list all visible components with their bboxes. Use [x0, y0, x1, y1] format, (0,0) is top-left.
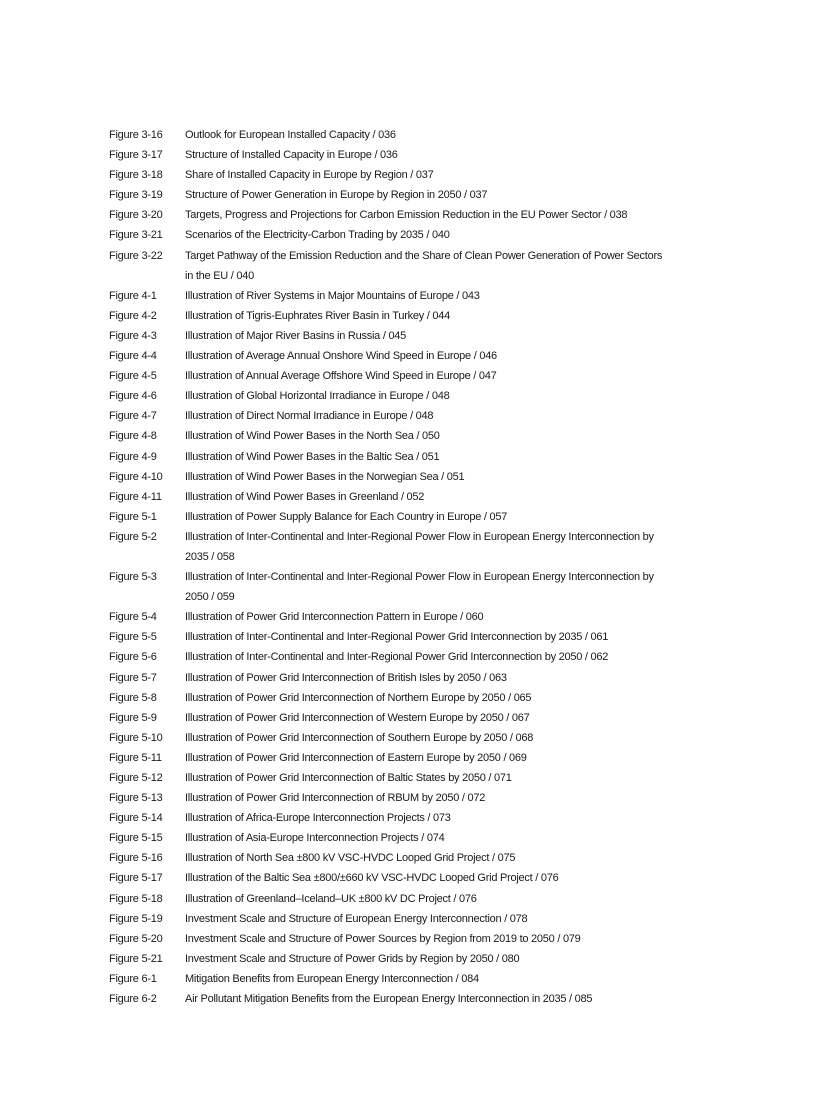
figure-title	[185, 708, 729, 728]
figure-title	[185, 949, 729, 969]
figure-title	[185, 668, 729, 688]
figure-title-line: Illustration of Inter-Continental and Inter-Regional Power Flow in European Energy Interconnection by	[185, 530, 654, 543]
figure-label: Figure 6-2	[109, 993, 157, 1006]
figure-title	[185, 607, 729, 627]
figure-label: Figure 5-2	[109, 530, 157, 543]
figure-title-line: Structure of Installed Capacity in Europe / 036	[185, 149, 398, 162]
figure-title	[185, 868, 729, 888]
figure-entry	[109, 165, 729, 185]
figure-title	[185, 627, 729, 647]
figure-title-line: Illustration of Power Grid Interconnection of Northern Europe by 2050 / 065	[185, 691, 532, 704]
figure-title-line: Illustration of Direct Normal Irradiance in Europe / 048	[185, 410, 434, 423]
figure-title-line: Illustration of Wind Power Bases in the North Sea / 050	[185, 430, 440, 443]
figure-label: Figure 4-3	[109, 329, 157, 342]
figure-entry	[109, 788, 729, 808]
list-of-figures	[109, 125, 729, 1009]
figure-entry	[109, 185, 729, 205]
figure-title-line: Illustration of Inter-Continental and Inter-Regional Power Grid Interconnection by 2035 / 061	[185, 631, 609, 644]
figure-entry	[109, 205, 729, 225]
figure-title-line: Investment Scale and Structure of European Energy Interconnection / 078	[185, 912, 528, 925]
figure-label: Figure 5-1	[109, 510, 157, 523]
figure-title-line: Illustration of Greenland–Iceland–UK ±800 kV DC Project / 076	[185, 892, 477, 905]
figure-label: Figure 5-18	[109, 892, 163, 905]
figure-title	[185, 205, 729, 225]
figure-title-line: in the EU / 040	[185, 269, 255, 282]
figure-title	[185, 366, 729, 386]
figure-title	[185, 567, 729, 607]
figure-label: Figure 4-9	[109, 450, 157, 463]
figure-entry	[109, 286, 729, 306]
figure-label: Figure 4-4	[109, 350, 157, 363]
figure-entry	[109, 848, 729, 868]
figure-title-line: Scenarios of the Electricity-Carbon Trading by 2035 / 040	[185, 229, 450, 242]
figure-label: Figure 5-15	[109, 832, 163, 845]
figure-title	[185, 848, 729, 868]
figure-entry	[109, 346, 729, 366]
figure-label: Figure 5-19	[109, 912, 163, 925]
figure-title-line: Illustration of Tigris-Euphrates River Basin in Turkey / 044	[185, 309, 451, 322]
figure-title	[185, 125, 729, 145]
figure-entry	[109, 507, 729, 527]
figure-title-line: Illustration of Power Grid Interconnection of Baltic States by 2050 / 071	[185, 772, 512, 784]
figure-title	[185, 487, 729, 507]
figure-label: Figure 4-11	[109, 490, 162, 503]
figure-entry	[109, 447, 729, 467]
figure-label: Figure 6-1	[109, 972, 157, 985]
figure-title	[185, 688, 729, 708]
figure-title-line: Illustration of Power Grid Interconnection of RBUM by 2050 / 072	[185, 792, 486, 805]
figure-label: Figure 5-6	[109, 651, 157, 664]
figure-entry	[109, 708, 729, 728]
figure-title	[185, 728, 729, 748]
figure-entry	[109, 949, 729, 969]
figure-title	[185, 306, 729, 326]
figure-title-line: Illustration of Annual Average Offshore Wind Speed in Europe / 047	[185, 370, 497, 383]
figure-label: Figure 4-10	[109, 470, 163, 483]
figure-label: Figure 3-16	[109, 129, 163, 141]
figure-title	[185, 989, 729, 1009]
figure-entry	[109, 145, 729, 165]
figure-title-line: Illustration of North Sea ±800 kV VSC-HVDC Looped Grid Project / 075	[185, 852, 516, 865]
figure-entry	[109, 627, 729, 647]
figure-title	[185, 527, 729, 567]
figure-label: Figure 3-17	[109, 149, 163, 162]
figure-entry	[109, 386, 729, 406]
figure-label: Figure 5-13	[109, 792, 163, 805]
figure-label: Figure 5-14	[109, 812, 163, 825]
figure-label: Figure 3-21	[109, 229, 163, 242]
figure-entry	[109, 246, 729, 286]
figure-label: Figure 4-8	[109, 430, 157, 443]
figure-title	[185, 507, 729, 527]
figure-entry	[109, 366, 729, 386]
figure-label: Figure 5-8	[109, 691, 157, 704]
figure-label: Figure 3-22	[109, 249, 163, 262]
figure-label: Figure 4-5	[109, 370, 157, 383]
figure-title	[185, 225, 729, 245]
figure-entry	[109, 306, 729, 326]
figure-entry	[109, 225, 729, 245]
figure-title-line: Investment Scale and Structure of Power Sources by Region from 2019 to 2050 / 079	[185, 932, 581, 945]
figure-title-line: Illustration of Inter-Continental and Inter-Regional Power Flow in European Energy Interconnection by	[185, 571, 654, 584]
figure-label: Figure 5-7	[109, 671, 157, 684]
figure-entry	[109, 668, 729, 688]
figure-entry	[109, 527, 729, 567]
figure-title-line: Share of Installed Capacity in Europe by Region / 037	[185, 169, 434, 182]
figure-entry	[109, 889, 729, 909]
figure-title-line: Air Pollutant Mitigation Benefits from the European Energy Interconnection in 2035 / 085	[185, 993, 593, 1006]
figure-label: Figure 4-6	[109, 390, 157, 403]
figure-title	[185, 426, 729, 446]
figure-title-line: 2050 / 059	[185, 591, 235, 604]
figure-title-line: Illustration of Global Horizontal Irradiance in Europe / 048	[185, 390, 450, 403]
figure-title-line: Illustration of Power Grid Interconnection of British Isles by 2050 / 063	[185, 671, 507, 684]
figure-title	[185, 647, 729, 667]
figure-title-line: Mitigation Benefits from European Energy Interconnection / 084	[185, 972, 479, 985]
figure-entry	[109, 688, 729, 708]
figure-label: Figure 5-12	[109, 772, 163, 784]
figure-entry	[109, 467, 729, 487]
figure-title	[185, 889, 729, 909]
figure-title	[185, 406, 729, 426]
figure-title-line: Illustration of Power Grid Interconnection of Eastern Europe by 2050 / 069	[185, 751, 527, 764]
figure-label: Figure 3-18	[109, 169, 163, 182]
figure-entry	[109, 868, 729, 888]
figure-entry	[109, 969, 729, 989]
figure-label: Figure 5-16	[109, 852, 163, 865]
figure-label: Figure 5-10	[109, 731, 163, 744]
figure-title-line: Illustration of Wind Power Bases in the Norwegian Sea / 051	[185, 470, 465, 483]
figure-entry	[109, 607, 729, 627]
figure-title	[185, 447, 729, 467]
figure-entry	[109, 125, 729, 145]
figure-entry	[109, 728, 729, 748]
figure-title-line: Illustration of Asia-Europe Interconnection Projects / 074	[185, 832, 445, 845]
figure-entry	[109, 909, 729, 929]
figure-label: Figure 5-20	[109, 932, 163, 945]
figure-title-line: Illustration of Major River Basins in Russia / 045	[185, 329, 407, 342]
figure-title	[185, 969, 729, 989]
figure-label: Figure 5-11	[109, 751, 162, 764]
figure-entry	[109, 426, 729, 446]
figure-title-line: Illustration of Power Grid Interconnection Pattern in Europe / 060	[185, 611, 484, 624]
figure-entry	[109, 768, 729, 788]
figure-title-line: Illustration of Power Supply Balance for Each Country in Europe / 057	[185, 510, 508, 523]
figure-title	[185, 808, 729, 828]
figure-title	[185, 828, 729, 848]
figure-title-line: Illustration of Wind Power Bases in the Baltic Sea / 051	[185, 450, 440, 463]
figure-title	[185, 286, 729, 306]
figure-title	[185, 346, 729, 366]
figure-title-line: Illustration of Wind Power Bases in Greenland / 052	[185, 490, 425, 503]
figure-entry	[109, 828, 729, 848]
figure-label: Figure 3-19	[109, 189, 163, 202]
figure-title-line: Illustration of Power Grid Interconnection of Southern Europe by 2050 / 068	[185, 731, 534, 744]
figure-title-line: Illustration of Power Grid Interconnection of Western Europe by 2050 / 067	[185, 711, 530, 724]
figure-label: Figure 5-5	[109, 631, 157, 644]
figure-title-line: Illustration of River Systems in Major Mountains of Europe / 043	[185, 289, 480, 302]
figure-label: Figure 5-17	[109, 872, 163, 885]
figure-title	[185, 788, 729, 808]
figure-title	[185, 165, 729, 185]
figure-title	[185, 246, 729, 286]
figure-label: Figure 4-2	[109, 309, 157, 322]
figure-title	[185, 929, 729, 949]
figure-title-line: Structure of Power Generation in Europe by Region in 2050 / 037	[185, 189, 488, 202]
figure-title-line: Outlook for European Installed Capacity / 036	[185, 129, 396, 141]
figure-title-line: Illustration of Africa-Europe Interconnection Projects / 073	[185, 812, 451, 825]
figure-label: Figure 5-21	[109, 952, 163, 965]
figure-label: Figure 4-7	[109, 410, 157, 423]
figure-label: Figure 5-9	[109, 711, 157, 724]
figure-entry	[109, 929, 729, 949]
figure-title-line: 2035 / 058	[185, 550, 235, 563]
figure-entry	[109, 808, 729, 828]
figure-label: Figure 5-3	[109, 571, 157, 584]
figure-entry	[109, 748, 729, 768]
figure-title-line: Illustration of Inter-Continental and Inter-Regional Power Grid Interconnection by 2050 / 062	[185, 651, 609, 664]
figure-entry	[109, 647, 729, 667]
figure-title	[185, 909, 729, 929]
figure-entry	[109, 406, 729, 426]
figure-title	[185, 467, 729, 487]
figure-label: Figure 5-4	[109, 611, 157, 624]
figure-title-line: Targets, Progress and Projections for Carbon Emission Reduction in the EU Power Sector / 038	[185, 209, 628, 222]
figure-title-line: Illustration of Average Annual Onshore Wind Speed in Europe / 046	[185, 350, 497, 363]
figure-title-line: Target Pathway of the Emission Reduction and the Share of Clean Power Generation of Power Sectors	[185, 249, 663, 262]
figure-entry	[109, 567, 729, 607]
figure-title-line: Investment Scale and Structure of Power Grids by Region by 2050 / 080	[185, 952, 520, 965]
figure-label: Figure 3-20	[109, 209, 163, 222]
figure-label: Figure 4-1	[109, 289, 157, 302]
figure-title-line: Illustration of the Baltic Sea ±800/±660 kV VSC-HVDC Looped Grid Project / 076	[185, 872, 559, 885]
figure-title	[185, 386, 729, 406]
figure-entry	[109, 487, 729, 507]
figure-title	[185, 145, 729, 165]
figure-entry	[109, 989, 729, 1009]
figure-title	[185, 768, 729, 788]
figure-title	[185, 748, 729, 768]
figure-entry	[109, 326, 729, 346]
figure-title	[185, 185, 729, 205]
figure-title	[185, 326, 729, 346]
